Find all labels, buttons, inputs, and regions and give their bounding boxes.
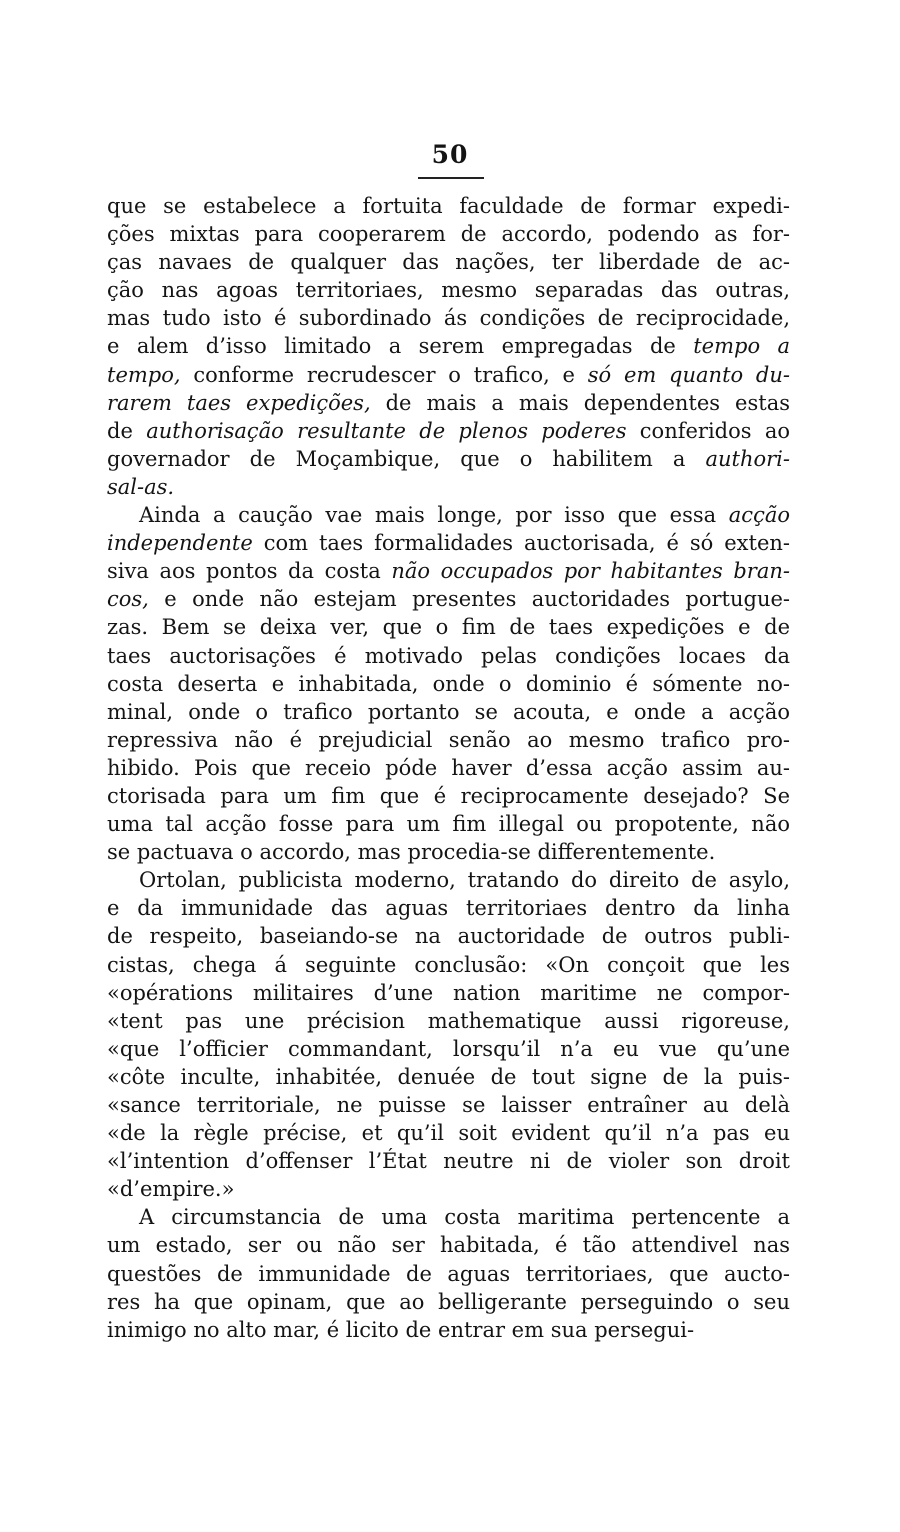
text-segment: de respeito, baseiando-se na auctoridade de outros publi-: [107, 924, 790, 949]
text-line: [107, 1063, 790, 1091]
text-segment: ções mixtas para cooperarem de accordo, podendo as for-: [107, 222, 790, 247]
text-segment: siva aos pontos da costa: [107, 559, 392, 584]
text-segment: taes auctorisações é motivado pelas condições locaes da: [107, 643, 790, 668]
text-line: [107, 557, 790, 585]
text-segment: «de la règle précise, et qu’il soit evident qu’il n’a pas eu: [107, 1121, 790, 1146]
text-segment: «tent pas une précision mathematique aussi rigoreuse,: [107, 1008, 790, 1033]
text-line: [107, 1203, 790, 1231]
text-line: [107, 332, 790, 360]
text-line: [107, 782, 790, 810]
text-segment: ctorisada para um fim que é reciprocamente desejado? Se: [107, 783, 790, 808]
text-line: [107, 1231, 790, 1259]
text-segment: cistas, chega á seguinte conclusão: «On conçoit que les: [107, 952, 790, 977]
text-segment: conferidos ao: [626, 418, 791, 443]
text-segment: se pactuava o accordo, mas procedia-se differentemente.: [107, 840, 716, 865]
text-line: [107, 1288, 790, 1316]
text-line: [107, 1260, 790, 1288]
text-segment: «que l’officier commandant, lorsqu’il n’a eu vue qu’une: [107, 1036, 790, 1061]
text-line: [107, 810, 790, 838]
italic-text: sal-as.: [107, 474, 175, 499]
text-segment: de: [107, 418, 147, 443]
italic-text: tempo,: [107, 362, 181, 387]
text-line: [107, 866, 790, 894]
text-line: [107, 838, 790, 866]
text-segment: «sance territoriale, ne puisse se laisser entraîner au delà: [107, 1093, 790, 1117]
text-line: [107, 698, 790, 726]
text-line: [107, 304, 790, 332]
italic-text: authori-: [705, 446, 790, 471]
text-segment: ças navaes de qualquer das nações, ter liberdade de ac-: [107, 250, 790, 275]
paragraph: [107, 866, 790, 1203]
text-segment: «opérations militaires d’une nation maritime ne compor-: [107, 980, 790, 1005]
italic-text: só em quanto du-: [587, 362, 790, 387]
italic-text: não occupados por habitantes bran-: [391, 559, 790, 584]
paragraph: [107, 192, 790, 501]
text-line: [107, 585, 790, 613]
text-line: [107, 1007, 790, 1035]
text-segment: um estado, ser ou não ser habitada, é tão attendivel nas: [107, 1233, 790, 1258]
text-line: [107, 894, 790, 922]
text-segment: Ortolan, publicista moderno, tratando do direito de asylo,: [139, 868, 790, 893]
italic-text: independente: [107, 531, 253, 556]
text-line: [107, 613, 790, 641]
text-line: [107, 389, 790, 417]
text-line: [107, 726, 790, 754]
text-segment: governador de Moçambique, que o habilitem a: [107, 446, 706, 471]
text-line: [107, 1035, 790, 1063]
text-line: [107, 417, 790, 445]
text-line: [107, 951, 790, 979]
text-line: [107, 473, 790, 501]
text-segment: que se estabelece a fortuita faculdade de formar expedi-: [107, 194, 790, 218]
text-line: [107, 670, 790, 698]
text-line: [107, 501, 790, 529]
text-line: [107, 1119, 790, 1147]
text-segment: e onde não estejam presentes auctoridades portugue-: [148, 587, 790, 612]
text-line: [107, 445, 790, 473]
page-number-rule: [418, 177, 484, 179]
text-segment: hibido. Pois que receio póde haver d’essa acção assim au-: [107, 755, 790, 780]
text-line: [107, 1147, 790, 1175]
text-line: [107, 754, 790, 782]
page-number: 50: [431, 140, 469, 169]
text-segment: e da immunidade das aguas territoriaes dentro da linha: [107, 896, 790, 921]
italic-text: cos,: [107, 587, 149, 612]
text-line: [107, 1175, 790, 1203]
italic-text: rarem taes expedições,: [107, 390, 371, 415]
text-line: [107, 248, 790, 276]
text-segment: uma tal acção fosse para um fim illegal ou propotente, não: [107, 812, 790, 837]
text-line: [107, 192, 790, 220]
paragraph: [107, 1203, 790, 1343]
text-line: [107, 1091, 790, 1119]
italic-text: acção: [728, 503, 790, 528]
text-line: [107, 276, 790, 304]
text-segment: repressiva não é prejudicial senão ao mesmo trafico pro-: [107, 727, 790, 752]
text-segment: e alem d’isso limitado a serem empregadas de: [107, 334, 694, 359]
text-segment: de mais a mais dependentes estas: [370, 390, 790, 415]
text-line: [107, 979, 790, 1007]
text-line: [107, 529, 790, 557]
text-segment: res ha que opinam, que ao belligerante perseguindo o seu: [107, 1289, 790, 1314]
text-segment: «côte inculte, inhabitée, denuée de tout signe de la puis-: [107, 1064, 790, 1089]
text-segment: inimigo no alto mar, é licito de entrar em sua persegui-: [107, 1317, 695, 1342]
text-line: [107, 922, 790, 950]
text-line: [107, 1316, 790, 1344]
italic-text: authorisação resultante de plenos poderes: [146, 418, 627, 443]
text-segment: zas. Bem se deixa ver, que o fim de taes expedições e de: [107, 615, 790, 640]
text-line: [107, 642, 790, 670]
text-segment: «d’empire.»: [107, 1177, 235, 1202]
text-line: [107, 220, 790, 248]
text-segment: mas tudo isto é subordinado ás condições de reciprocidade,: [107, 306, 790, 331]
body-text: [107, 192, 790, 1344]
text-segment: «l’intention d’offenser l’État neutre ni de violer son droit: [107, 1149, 790, 1174]
text-segment: questões de immunidade de aguas territoriaes, que aucto-: [107, 1261, 790, 1286]
text-segment: Ainda a caução vae mais longe, por isso que essa: [139, 503, 729, 528]
text-line: [107, 361, 790, 389]
text-segment: com taes formalidades auctorisada, é só exten-: [252, 531, 790, 556]
text-segment: costa deserta e inhabitada, onde o dominio é sómente no-: [107, 671, 790, 696]
text-segment: ção nas agoas territoriaes, mesmo separadas das outras,: [107, 278, 790, 303]
text-segment: conforme recrudescer o trafico, e: [180, 362, 588, 387]
text-segment: minal, onde o trafico portanto se acouta, e onde a acção: [107, 699, 790, 724]
paragraph: [107, 501, 790, 866]
italic-text: tempo a: [693, 334, 790, 359]
text-segment: A circumstancia de uma costa maritima pertencente a: [139, 1205, 790, 1230]
